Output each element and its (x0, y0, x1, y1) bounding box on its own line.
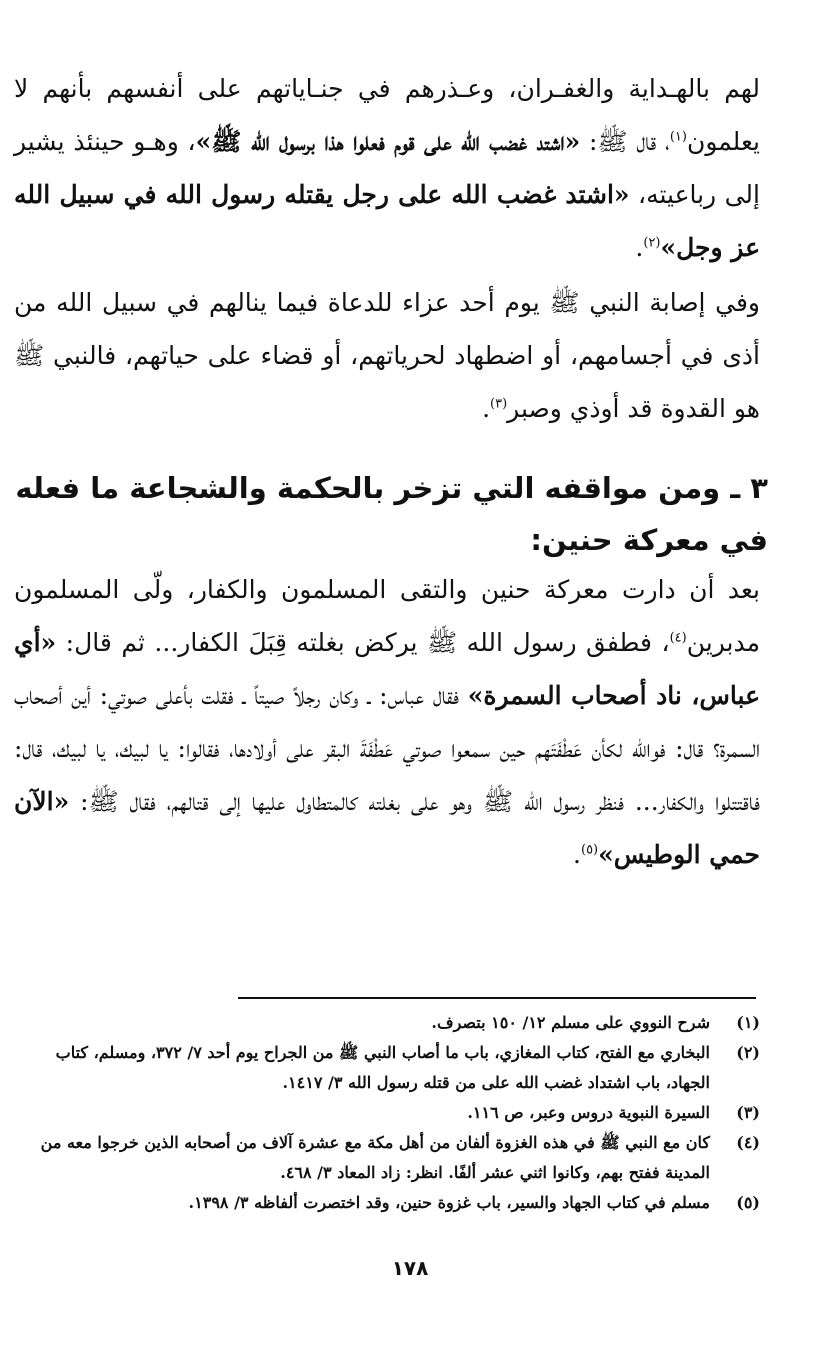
hadith-quote-1: «اشتد غضب الله على قوم فعلوا هذا برسول الله ﷺ» (195, 127, 581, 156)
footnote-ref-1: (١) (669, 129, 687, 145)
footnote-number: (٣) (736, 1103, 760, 1122)
footnote-divider (238, 997, 756, 999)
footnote-number: (٤) (736, 1133, 760, 1152)
footnotes-list (14, 1008, 760, 1218)
footnote-item (14, 1128, 760, 1188)
footnote-item (14, 1008, 760, 1038)
footnote-text: السيرة النبوية دروس وعبر، ص ١١٦. (467, 1103, 710, 1122)
footnote-number: (٢) (736, 1043, 760, 1062)
paragraph-3 (14, 563, 760, 881)
paragraph-3-text-4: . (573, 840, 581, 869)
paragraph-3-text-1: بعد أن دارت معركة حنين والتقى المسلمون والكفار، ولّى المسلمون مدبرين (14, 575, 760, 657)
footnote-item (14, 1038, 760, 1098)
paragraph-1-text-4: . (635, 233, 644, 262)
paragraph-2 (14, 276, 760, 435)
hadith-quote-4: «الآن حمي الوطيس» (14, 787, 760, 869)
paragraph-3-text-2: ، فطفق رسول الله ﷺ يركض بغلته قِبَلَ الكفار... ثم قال: (56, 628, 670, 657)
paragraph-1-text-1: لهم بالهـداية والغفـران، وعـذرهم في جنـاياتهم على أنفسهم بأنهم لا يعلمون (14, 74, 760, 156)
page-number: ١٧٨ (391, 1256, 429, 1280)
paragraph-1-text-3: ، وهـو حينئذ يشير إلى رباعيته، (14, 127, 760, 209)
footnote-item (14, 1188, 760, 1218)
hadith-quote-2: «اشتد غضب الله على رجل يقتله رسول الله في سبيل الله عز وجل» (14, 180, 760, 262)
footnote-ref-5: (٥) (580, 842, 599, 858)
footnote-text: البخاري مع الفتح، كتاب المغازي، باب ما أصاب النبي ﷺ من الجراح يوم أحد ٧/ ٣٧٢، ومسلم، كتاب الجهاد، باب اشتداد غضب الله على من قتله رسول الله ٣/ ١٤١٧. (55, 1043, 710, 1092)
footnote-text: كان مع النبي ﷺ في هذه الغزوة ألفان من أهل مكة مع عشرة آلاف من أصحابه الذين خرجوا معه من المدينة ففتح بهم، وكانوا اثني عشر ألفًا. انظر: زاد المعاد ٣/ ٤٦٨. (40, 1133, 710, 1182)
paragraph-2-text-1: وفي إصابة النبي ﷺ يوم أحد عزاء للدعاة فيما ينالهم في سبيل الله من أذى في أجسامهم، أو اضطهاد لحرياتهم، أو قضاء على حياتهم، فالنبي ﷺ هو القدوة قد أوذي وصبر (14, 288, 760, 423)
footnote-item (14, 1098, 760, 1128)
paragraph-2-text-2: . (482, 394, 491, 423)
footnote-ref-3: (٣) (490, 396, 508, 412)
paragraph-1-text-2: ، قال ﷺ: (580, 127, 670, 156)
paragraph-3-text-3: فقال عباس: ـ وكان رجلاً صيتاً ـ فقلت بأعلى صوتي: أين أصحاب السمرة؟ قال: فوالله لكأن عَطْفَتَهم حين سمعوا صوتي عَطْفَةَ البقر على أولادها، فقالوا: يا لبيك، يا لبيك، قال: فاقتتلوا والكفار... فنظر رسول الله ﷺ وهو على بغلته كالمتطاول عليها إلى قتالهم، فقال ﷺ: (14, 681, 760, 816)
footnote-number: (١) (736, 1013, 760, 1032)
hadith-quote-3: «أي عباس، ناد أصحاب السمرة» (14, 628, 760, 710)
footnote-ref-4: (٤) (669, 630, 687, 646)
footnote-text: مسلم في كتاب الجهاد والسير، باب غزوة حنين، وقد اختصرت ألفاظه ٣/ ١٣٩٨. (188, 1193, 710, 1212)
footnote-text: شرح النووي على مسلم ١٢/ ١٥٠ بتصرف. (431, 1013, 710, 1032)
footnote-ref-2: (٢) (643, 235, 661, 251)
footnote-number: (٥) (736, 1193, 760, 1212)
section-heading: ٣ ـ ومن مواقفه التي تزخر بالحكمة والشجاعة ما فعله في معركة حنين: (15, 471, 768, 557)
paragraph-1 (14, 62, 760, 274)
